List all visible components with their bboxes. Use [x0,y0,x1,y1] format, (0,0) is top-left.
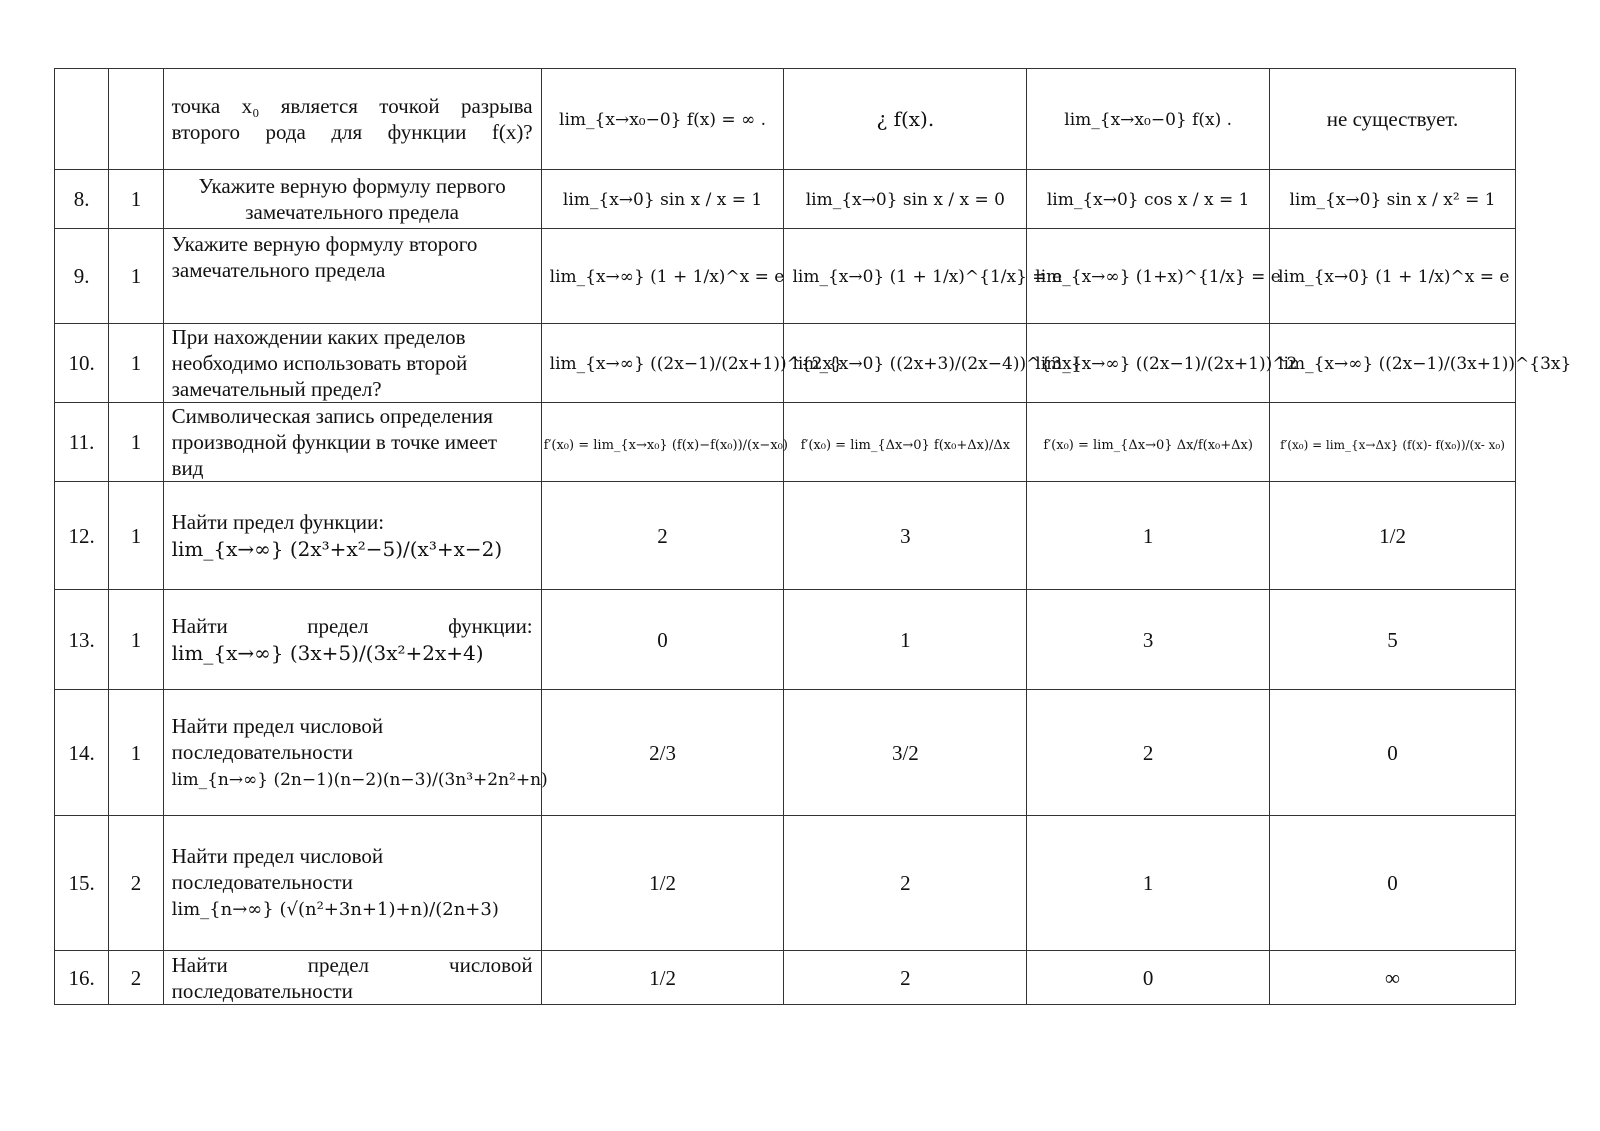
row-points: 2 [109,816,163,951]
answer-option: lim_{x→∞} ((2x−1)/(3x+1))^{3x} [1270,324,1516,403]
question-cell [163,690,548,816]
answer-option: f′(x₀) = lim_{Δx→0} f(x₀+Δx)/Δx [784,403,1027,482]
table-row [55,816,1516,951]
question-formula: lim_{n→∞} (√(n²+3n+1)+n)/(2n+3) [171,899,499,921]
row-points: 1 [109,403,163,482]
row-number: 9. [55,229,109,324]
answer-option: f′(x₀) = lim_{x→x₀} (f(x)−f(x₀))/(x−x₀) [541,403,784,482]
answer-option: 0 [1270,816,1516,951]
row-number: 14. [55,690,109,816]
table-row [55,170,1516,229]
row-number: 11. [55,403,109,482]
answer-option: 2 [1027,690,1270,816]
question-cell [163,816,541,951]
question-cell [163,590,541,690]
answer-option: 1/2 [541,951,784,1005]
answer-option: 2 [541,482,784,590]
question-text: точка x₀ является точкой разрыва второго рода для функции f(x)? [163,69,541,170]
row-points: 1 [109,690,163,816]
question-cell [163,482,541,590]
row-points: 1 [109,324,163,403]
question-text: Укажите верную формулу первого замечательного предела [163,170,541,229]
answer-option: 2 [784,951,1027,1005]
row-number: 13. [55,590,109,690]
answer-option: ¿ f(x). [784,69,1027,170]
row-points: 2 [109,951,163,1005]
answer-option: 1 [1027,482,1270,590]
question-formula: lim_{x→∞} (3x+5)/(3x²+2x+4) [171,640,484,665]
row-number: 12. [55,482,109,590]
answer-option: lim_{x→∞} ((2x−1)/(2x+1))^{2x} [541,324,784,403]
question-text: Найти предел функции: [171,613,533,638]
answer-option: 3/2 [784,690,1027,816]
answer-option: 1/2 [1270,482,1516,590]
question-text: При нахождении каких пределов необходимо использовать второй замечательный предел? [163,324,541,403]
answer-option: lim_{x→x₀−0} f(x) . [1027,69,1270,170]
row-points: 1 [109,482,163,590]
answer-option: не существует. [1270,69,1516,170]
answer-option: 0 [541,590,784,690]
table-row [55,324,1516,403]
quiz-table [54,68,1572,1005]
answer-option: ∞ [1270,951,1516,1005]
answer-option: f′(x₀) = lim_{Δx→0} Δx/f(x₀+Δx) [1027,403,1270,482]
question-formula: lim_{n→∞} (2n−1)(n−2)(n−3)/(3n³+2n²+n) [171,769,548,790]
answer-option: lim_{x→0} sin x / x = 1 [541,170,784,229]
answer-option: 1/2 [541,816,784,951]
row-number [55,69,109,170]
answer-option: 0 [1027,951,1270,1005]
table-row [55,590,1516,690]
answer-option: lim_{x→0} (1 + 1/x)^{1/x} = e [784,229,1027,324]
question-text: Найти предел функции: [171,509,385,534]
answer-option: 1 [1027,816,1270,951]
row-points: 1 [109,590,163,690]
answer-option: 5 [1270,590,1516,690]
table-row [55,229,1516,324]
question-text: Укажите верную формулу второго замечательного предела [163,229,541,324]
answer-option: 3 [784,482,1027,590]
answer-option: lim_{x→0} cos x / x = 1 [1027,170,1270,229]
question-text: Найти предел числовой последовательности [163,951,541,1005]
answer-option: lim_{x→∞} (1+x)^{1/x} = e [1027,229,1270,324]
answer-option: f′(x₀) = lim_{x→Δx} (f(x)- f(x₀))/(x- x₀) [1270,403,1516,482]
row-points: 1 [109,170,163,229]
question-text: Символическая запись определения производной функции в точке имеет вид [163,403,541,482]
row-number: 15. [55,816,109,951]
table-row [55,951,1516,1005]
row-points: 1 [109,229,163,324]
row-number: 8. [55,170,109,229]
row-number: 10. [55,324,109,403]
row-points [109,69,163,170]
table-row [55,403,1516,482]
answer-option: lim_{x→0} (1 + 1/x)^x = e [1270,229,1516,324]
question-text: Найти предел числовой последовательности [171,844,384,895]
row-number: 16. [55,951,109,1005]
answer-option: lim_{x→∞} ((2x−1)/(2x+1))^2 [1027,324,1270,403]
answer-option: 1 [784,590,1027,690]
answer-option: 2/3 [541,690,784,816]
table-row [55,69,1516,170]
table-row [55,482,1516,590]
answer-option: lim_{x→0} sin x / x = 0 [784,170,1027,229]
question-formula: lim_{x→∞} (2x³+x²−5)/(x³+x−2) [171,536,503,561]
answer-option: 2 [784,816,1027,951]
answer-option: lim_{x→x₀−0} f(x) = ∞ . [541,69,784,170]
table-row [55,690,1516,816]
question-text: Найти предел числовой последовательности [171,713,384,764]
answer-option: lim_{x→∞} (1 + 1/x)^x = e [541,229,784,324]
answer-option: lim_{x→0} sin x / x² = 1 [1270,170,1516,229]
answer-option: lim_{x→0} ((2x+3)/(2x−4))^{3x} [784,324,1027,403]
answer-option: 3 [1027,590,1270,690]
answer-option: 0 [1270,690,1516,816]
